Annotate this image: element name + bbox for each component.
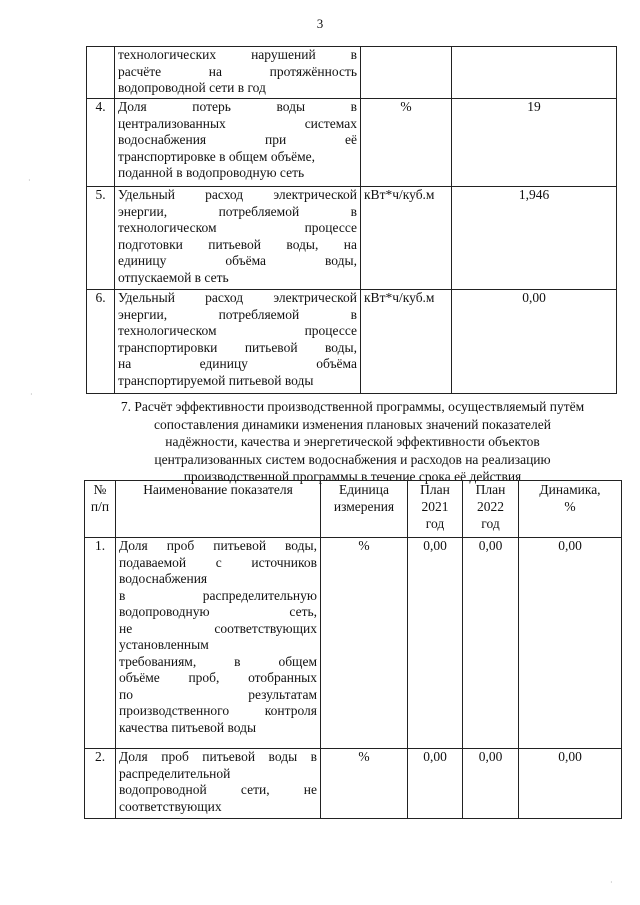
header-dynamics: Динамика, % [519,481,622,538]
header-unit: Единица измерения [321,481,408,538]
table-row [85,538,622,749]
dynamics-cell: 0,00 [519,538,622,749]
header-name: Наименование показателя [116,481,321,538]
table-row [87,290,617,394]
indicator-name-cell: технологических нарушений в расчёте на протяжённость водопроводной сети в год [115,47,361,99]
unit-cell: кВт*ч/куб.м [361,290,452,394]
table-row [87,187,617,290]
plan-2021-cell: 0,00 [408,749,463,819]
row-number-cell: 1. [85,538,116,749]
value-cell [452,47,617,99]
table-row [87,99,617,187]
row-number-cell: 6. [87,290,115,394]
plan-2022-cell: 0,00 [463,749,519,819]
scan-dot: · [30,390,33,399]
indicator-name-cell: Доля проб питьевой воды в распределительной водопроводной сети, не соответствующих [116,749,321,819]
indicator-name-cell: Удельный расход электрической энергии, потребляемой в технологическом процессе транспортировки питьевой воды, на единицу объёма транспортируемой питьевой воды [115,290,361,394]
value-cell: 1,946 [452,187,617,290]
unit-cell: % [361,99,452,187]
unit-cell: % [321,749,408,819]
table-header-row [85,481,622,538]
row-number-cell: 5. [87,187,115,290]
header-num: № п/п [85,481,116,538]
section-7-title: 7. Расчёт эффективности производственной программы, осуществляемый путём сопоставления динамики изменения плановых значений показателей надёжности, качества и энергетической эффективности объектов централизованных систем водоснабжения и расходов на реализацию производственной программы в течение срока её действия [120,399,585,484]
indicator-name-cell: Доля проб питьевой воды, подаваемой с источников водоснабжения в распределительную водопроводную сеть, не соответствующих установленным требованиям, в общем объёме проб, отобранных по результатам производственного контроля качества питьевой воды [116,538,321,749]
plan-2022-cell: 0,00 [463,538,519,749]
header-plan-2021: План 2021 год [408,481,463,538]
table-row [85,749,622,819]
efficiency-table [84,480,622,819]
value-cell: 19 [452,99,617,187]
plan-2021-cell: 0,00 [408,538,463,749]
row-number-cell: 2. [85,749,116,819]
scan-dot: · [28,176,31,185]
unit-cell [361,47,452,99]
scan-dot: · [610,878,613,887]
indicator-name-cell: Удельный расход электрической энергии, потребляемой в технологическом процессе подготовки питьевой воды, на единицу объёма воды, отпускаемой в сеть [115,187,361,290]
dynamics-cell: 0,00 [519,749,622,819]
value-cell: 0,00 [452,290,617,394]
row-number-cell [87,47,115,99]
row-number-cell: 4. [87,99,115,187]
page-number: 3 [316,16,324,31]
unit-cell: % [321,538,408,749]
indicator-name-cell: Доля потерь воды в централизованных системах водоснабжения при её транспортировке в общем объёме, поданной в водопроводную сеть [115,99,361,187]
table-row [87,47,617,99]
header-plan-2022: План 2022 год [463,481,519,538]
indicators-table-continued [86,46,617,394]
unit-cell: кВт*ч/куб.м [361,187,452,290]
